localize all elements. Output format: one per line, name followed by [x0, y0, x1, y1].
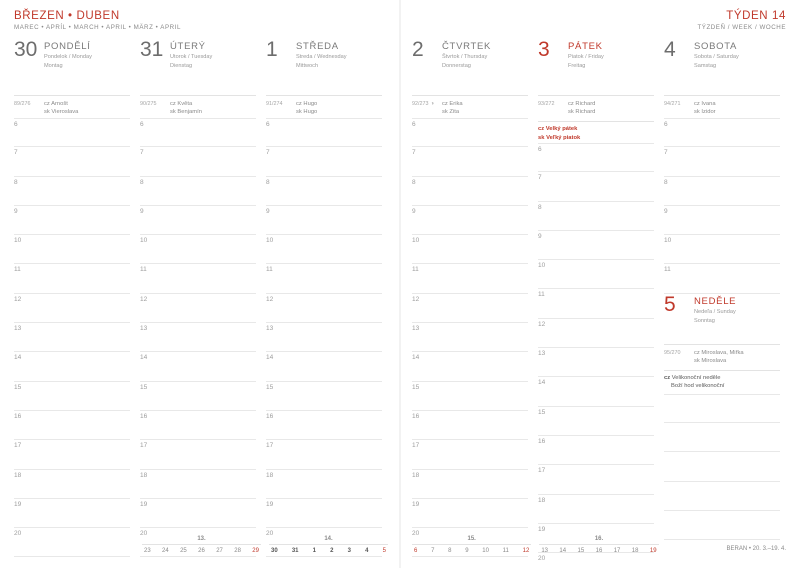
- mini-day[interactable]: 12: [522, 548, 530, 554]
- hour-row[interactable]: 11: [266, 264, 382, 293]
- hour-grid-saturday[interactable]: [664, 118, 780, 294]
- hour-row[interactable]: 20: [266, 528, 382, 557]
- hour-row[interactable]: 10: [140, 235, 256, 264]
- zodiac-label: BERAN • 20. 3.–19. 4.: [726, 546, 786, 552]
- mini-day[interactable]: 27: [216, 548, 223, 554]
- day-name-translation-2: Sonntag: [694, 317, 715, 324]
- hour-row[interactable]: 20: [412, 528, 528, 557]
- hour-row[interactable]: [664, 482, 780, 511]
- hour-row[interactable]: 20: [14, 528, 130, 557]
- mini-day[interactable]: 11: [502, 548, 509, 554]
- day-column-tuesday[interactable]: [140, 38, 262, 538]
- hour-row[interactable]: 8: [538, 202, 654, 231]
- nameday-cz: cz Květa: [170, 101, 193, 107]
- left-header: [14, 10, 388, 36]
- nameday-block: [14, 100, 130, 116]
- hour-row[interactable]: 6: [266, 118, 382, 147]
- nameday-cz: cz Ivana: [694, 101, 716, 107]
- day-number: 4: [664, 38, 676, 61]
- hour-row[interactable]: 9: [538, 231, 654, 260]
- holiday-note: cz Velikonoční neděle Boží hod velikonoční: [664, 370, 780, 391]
- mini-day[interactable]: 18: [631, 548, 639, 554]
- day-number: 31: [140, 38, 164, 61]
- day-name: PONDĚLÍ: [44, 41, 91, 52]
- hour-row[interactable]: 8: [266, 177, 382, 206]
- mini-day[interactable]: 10: [482, 548, 489, 554]
- day-ordinal: 94/271: [664, 101, 681, 107]
- hour-row[interactable]: 6: [412, 118, 528, 147]
- day-number: 3: [538, 38, 550, 61]
- mini-day[interactable]: 25: [180, 548, 187, 554]
- hour-row[interactable]: 15: [266, 382, 382, 411]
- mini-week-title: 16.: [594, 536, 604, 542]
- hour-row[interactable]: 17: [14, 440, 130, 469]
- mini-day[interactable]: 2: [330, 548, 334, 554]
- week-number-title: TÝDEN 14: [726, 10, 786, 22]
- right-footer: [412, 536, 786, 560]
- mini-day[interactable]: 17: [613, 548, 621, 554]
- day-header: [664, 40, 780, 96]
- hour-row[interactable]: 7: [14, 147, 130, 176]
- hour-row[interactable]: 19: [412, 499, 528, 528]
- hour-row[interactable]: [664, 423, 780, 452]
- week-number-subtitle: TÝZDEŇ / WEEK / WOCHE: [697, 24, 786, 31]
- day-header: [664, 292, 780, 345]
- hour-row[interactable]: 17: [140, 440, 256, 469]
- nameday-block: [538, 100, 654, 116]
- nameday-cz: cz Miroslava, Miřka: [694, 349, 744, 356]
- right-header: [412, 10, 786, 36]
- day-number: 1: [266, 38, 278, 61]
- hour-row[interactable]: 11: [538, 289, 654, 318]
- nameday-block: [266, 100, 382, 116]
- hour-row[interactable]: 6: [538, 143, 654, 172]
- day-name-translation-1: Sobota / Saturday: [694, 54, 739, 60]
- hour-row[interactable]: 12: [140, 294, 256, 323]
- mini-week-14[interactable]: [269, 536, 388, 554]
- hour-row[interactable]: 8: [140, 177, 256, 206]
- hour-grid[interactable]: [538, 143, 654, 568]
- day-header: [538, 40, 654, 96]
- hour-row[interactable]: 8: [664, 177, 780, 206]
- hour-row[interactable]: 6: [140, 118, 256, 147]
- nameday-block: [664, 349, 780, 365]
- hour-row[interactable]: 16: [266, 411, 382, 440]
- mini-day[interactable]: 15: [577, 548, 585, 554]
- nameday-sk: sk Zita: [442, 109, 460, 115]
- nameday-sk: sk Izidor: [694, 109, 716, 115]
- nameday-cz: cz Richard: [568, 101, 596, 107]
- nameday-block: [412, 100, 528, 116]
- hour-row[interactable]: 12: [266, 294, 382, 323]
- day-header: [14, 40, 130, 96]
- hour-row[interactable]: 19: [14, 499, 130, 528]
- mini-day[interactable]: 30: [271, 548, 278, 554]
- mini-week-days[interactable]: [142, 548, 261, 554]
- mini-day[interactable]: 7: [431, 548, 435, 554]
- hour-row[interactable]: 16: [412, 411, 528, 440]
- mini-day[interactable]: 1: [312, 548, 316, 554]
- hour-row[interactable]: 19: [140, 499, 256, 528]
- mini-day[interactable]: 4: [365, 548, 369, 554]
- day-name: ČTVRTEK: [442, 41, 492, 52]
- day-name-translation-1: Piatok / Friday: [568, 54, 604, 60]
- hour-grid[interactable]: [266, 118, 382, 557]
- day-name-translation-1: Pondelok / Monday: [44, 54, 92, 60]
- day-column-monday[interactable]: [14, 38, 136, 538]
- mini-week-title: 15.: [467, 536, 476, 542]
- nameday-block: [664, 100, 780, 116]
- mini-day[interactable]: 29: [252, 548, 259, 554]
- mini-day[interactable]: 8: [448, 548, 452, 554]
- nameday-sk: sk Hugo: [296, 109, 318, 115]
- day-name-translation-1: Nedeľa / Sunday: [694, 308, 736, 315]
- day-header: [140, 40, 256, 96]
- hour-row[interactable]: 19: [538, 524, 654, 553]
- day-ordinal: 91/274: [266, 101, 283, 107]
- hour-grid[interactable]: [140, 118, 256, 557]
- hour-row[interactable]: 14: [14, 352, 130, 381]
- hour-row[interactable]: 18: [538, 495, 654, 524]
- day-column-friday[interactable]: [538, 38, 660, 563]
- day-name: ÚTERÝ: [170, 41, 206, 52]
- nameday-sk: sk Benjamín: [170, 109, 202, 115]
- hour-row[interactable]: 9: [266, 206, 382, 235]
- hour-row[interactable]: 10: [14, 235, 130, 264]
- mini-day[interactable]: 24: [162, 548, 169, 554]
- mini-week-16[interactable]: [539, 536, 658, 554]
- day-name-translation-1: Štvrtok / Thursday: [442, 54, 488, 60]
- day-name-translation-2: Samstag: [694, 63, 717, 69]
- hour-row[interactable]: 17: [412, 440, 528, 469]
- day-header: [266, 40, 382, 96]
- left-header-title: BŘEZEN • DUBEN: [14, 10, 120, 22]
- hour-row[interactable]: [664, 452, 780, 481]
- day-header: [412, 40, 528, 96]
- day-ordinal: 95/270: [664, 349, 681, 356]
- left-day-columns: [14, 38, 388, 538]
- hour-row[interactable]: 12: [14, 294, 130, 323]
- hour-row[interactable]: 13: [412, 323, 528, 352]
- day-ordinal: 90/275: [140, 101, 157, 107]
- day-name: NEDĚLE: [694, 295, 737, 307]
- hour-row[interactable]: 7: [140, 147, 256, 176]
- hour-row[interactable]: 12: [412, 294, 528, 323]
- nameday-block: [140, 100, 256, 116]
- hour-row[interactable]: 9: [140, 206, 256, 235]
- mini-day[interactable]: 5: [382, 548, 386, 554]
- hour-row[interactable]: 10: [538, 260, 654, 289]
- hour-row[interactable]: 12: [538, 319, 654, 348]
- mini-day[interactable]: 26: [198, 548, 205, 554]
- hour-row[interactable]: 14: [140, 352, 256, 381]
- mini-day[interactable]: 19: [649, 548, 657, 554]
- hour-row[interactable]: 6: [14, 118, 130, 147]
- mini-week-days[interactable]: [539, 548, 658, 554]
- hour-row[interactable]: 9: [14, 206, 130, 235]
- mini-day[interactable]: 28: [234, 548, 241, 554]
- week-strip-left: [14, 536, 388, 554]
- hour-row[interactable]: 6: [664, 118, 780, 147]
- hour-row[interactable]: 18: [140, 470, 256, 499]
- hour-row[interactable]: 7: [664, 147, 780, 176]
- hour-row[interactable]: 7: [266, 147, 382, 176]
- hour-row[interactable]: 9: [412, 206, 528, 235]
- hour-row[interactable]: 10: [412, 235, 528, 264]
- hour-row[interactable]: 8: [412, 177, 528, 206]
- hour-grid[interactable]: [412, 118, 528, 557]
- hour-row[interactable]: 15: [538, 407, 654, 436]
- mini-day[interactable]: 6: [414, 548, 418, 554]
- day-name-translation-2: Freitag: [568, 63, 586, 69]
- hour-row[interactable]: 18: [266, 470, 382, 499]
- day-number: 5: [664, 292, 676, 316]
- day-column-weekend[interactable]: [664, 40, 786, 532]
- mini-day[interactable]: 16: [595, 548, 603, 554]
- mini-week-days[interactable]: [269, 548, 388, 554]
- mini-day[interactable]: 31: [291, 548, 299, 554]
- hour-row[interactable]: 19: [266, 499, 382, 528]
- nameday-cz: cz Erika: [442, 101, 463, 107]
- hour-row[interactable]: 8: [14, 177, 130, 206]
- day-name-translation-1: Streda / Wednesday: [296, 54, 347, 60]
- day-name-translation-2: Montag: [44, 63, 63, 69]
- hour-row[interactable]: 13: [14, 323, 130, 352]
- day-number: 30: [14, 38, 38, 61]
- hour-row[interactable]: 15: [140, 382, 256, 411]
- day-ordinal: 89/276: [14, 101, 31, 107]
- hour-row[interactable]: 10: [664, 235, 780, 264]
- day-column-thursday[interactable]: [412, 38, 534, 538]
- day-ordinal: 92/273 ◑: [412, 101, 435, 107]
- zodiac-block: [667, 536, 786, 554]
- hour-row[interactable]: 11: [14, 264, 130, 293]
- day-column-wednesday[interactable]: [266, 38, 388, 538]
- mini-day[interactable]: 9: [465, 548, 469, 554]
- mini-week-days[interactable]: [412, 548, 531, 554]
- hour-row[interactable]: 14: [412, 352, 528, 381]
- hour-grid[interactable]: [14, 118, 130, 557]
- hour-row[interactable]: 7: [538, 172, 654, 201]
- day-name-translation-1: Utorok / Tuesday: [170, 54, 213, 60]
- hour-row[interactable]: 11: [140, 264, 256, 293]
- left-header-subtitle: MAREC • APRÍL • MARCH • APRIL • MÄRZ • APRIL: [14, 24, 181, 31]
- hour-row[interactable]: 13: [538, 348, 654, 377]
- mini-day[interactable]: 23: [144, 548, 151, 554]
- nameday-cz: cz Hugo: [296, 101, 318, 107]
- nameday-cz: cz Arnošt: [44, 101, 68, 107]
- mini-week-title: 13.: [197, 536, 206, 542]
- day-name: PÁTEK: [568, 41, 603, 52]
- hour-row[interactable]: 7: [412, 147, 528, 176]
- day-number: 2: [412, 38, 424, 61]
- nameday-sk: sk Richard: [568, 109, 596, 115]
- day-name-translation-2: Donnerstag: [442, 63, 471, 69]
- hour-row[interactable]: [664, 394, 780, 423]
- day-name: SOBOTA: [694, 41, 738, 52]
- hour-row[interactable]: 10: [266, 235, 382, 264]
- day-ordinal: 93/272: [538, 101, 555, 107]
- mini-week-13[interactable]: [142, 536, 261, 554]
- mini-day[interactable]: 3: [347, 548, 351, 554]
- mini-day[interactable]: 13: [541, 548, 549, 554]
- nameday-sk: sk Vieroslava: [44, 109, 79, 115]
- hour-row[interactable]: 14: [538, 377, 654, 406]
- mini-week-15[interactable]: [412, 536, 531, 554]
- hour-row[interactable]: 17: [266, 440, 382, 469]
- hour-row[interactable]: 11: [664, 264, 780, 293]
- day-block-sunday[interactable]: [664, 292, 780, 568]
- mini-day[interactable]: 14: [559, 548, 567, 554]
- hour-row[interactable]: 13: [266, 323, 382, 352]
- holiday-note: cz Velký pátek sk Veľký piatok: [538, 121, 654, 142]
- hour-row[interactable]: 20: [140, 528, 256, 557]
- hour-row[interactable]: 15: [412, 382, 528, 411]
- hour-row[interactable]: 13: [140, 323, 256, 352]
- day-name: STŘEDA: [296, 41, 339, 52]
- left-footer: [14, 536, 388, 560]
- hour-row[interactable]: 18: [412, 470, 528, 499]
- hour-row[interactable]: 14: [266, 352, 382, 381]
- right-page: [400, 0, 800, 568]
- day-name-translation-2: Mittwoch: [296, 63, 319, 69]
- nameday-sk: sk Miroslava: [694, 357, 727, 364]
- hour-row[interactable]: 9: [664, 206, 780, 235]
- hour-row[interactable]: 16: [14, 411, 130, 440]
- hour-row[interactable]: 18: [14, 470, 130, 499]
- week-strip-right: [412, 536, 786, 554]
- mini-week-title: 14.: [324, 536, 333, 542]
- hour-row[interactable]: 16: [538, 436, 654, 465]
- hour-row[interactable]: 17: [538, 465, 654, 494]
- hour-row[interactable]: 20: [538, 553, 654, 568]
- hour-row[interactable]: 15: [14, 382, 130, 411]
- moon-phase-icon: ◑: [430, 101, 435, 107]
- day-name-translation-2: Dienstag: [170, 63, 193, 69]
- hour-row[interactable]: 11: [412, 264, 528, 293]
- hour-row[interactable]: 16: [140, 411, 256, 440]
